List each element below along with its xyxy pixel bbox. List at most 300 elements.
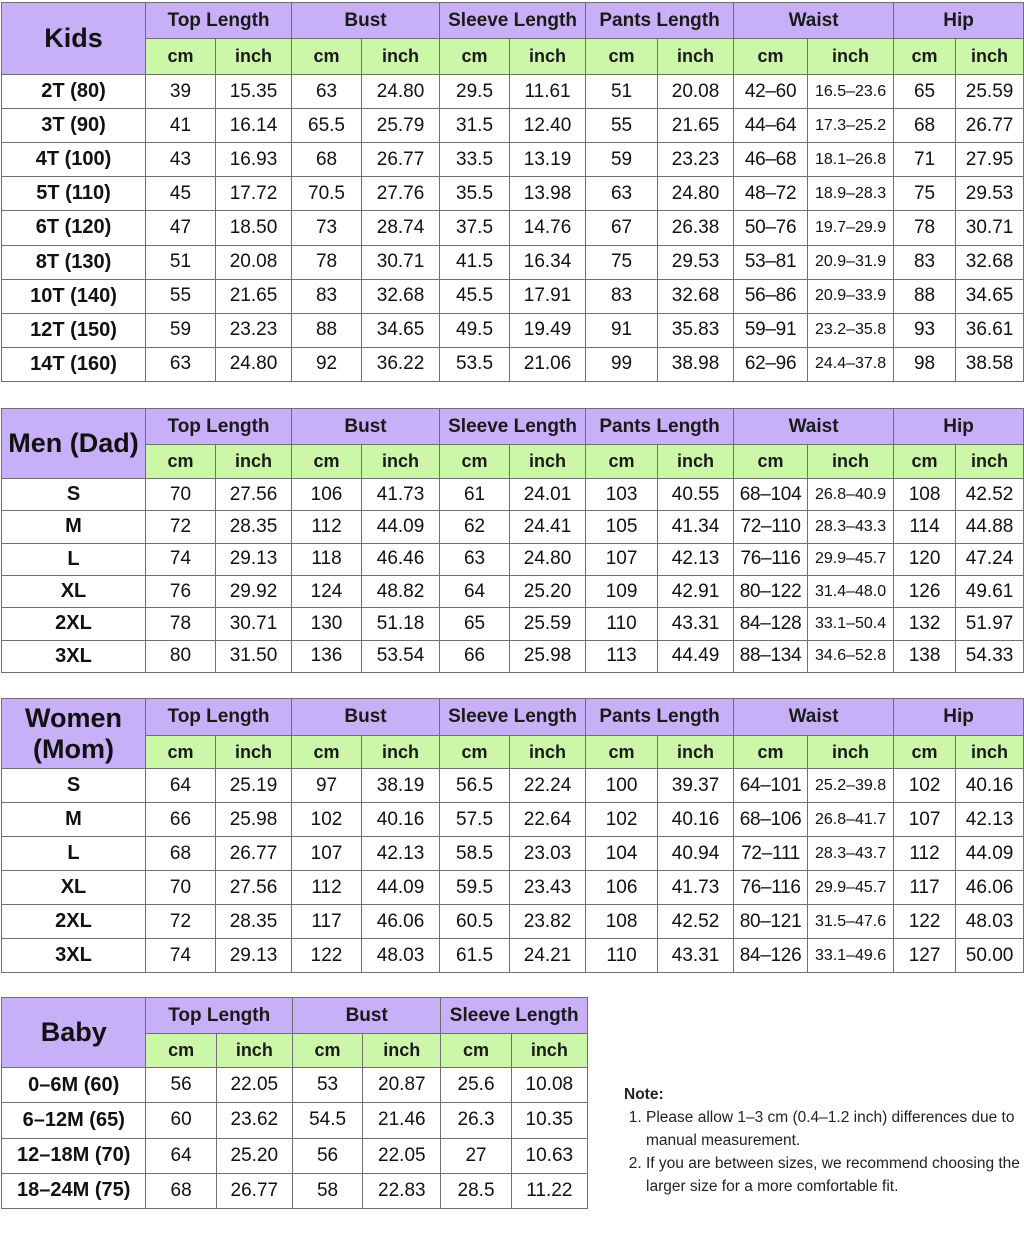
measurement-cell: 23.43: [510, 871, 586, 905]
measurement-cell: 72–110: [734, 511, 808, 543]
table-row: [2, 177, 1024, 211]
column-group-header: Bust: [292, 699, 440, 736]
measurement-cell: 29.13: [216, 543, 292, 575]
unit-header: inch: [362, 445, 440, 479]
note-box: [624, 1083, 1022, 1198]
measurement-cell: 93: [894, 313, 956, 347]
measurement-cell: 38.19: [362, 769, 440, 803]
measurement-cell: 60: [146, 1103, 216, 1138]
unit-header: cm: [440, 445, 510, 479]
measurement-cell: 25.6: [441, 1068, 511, 1103]
unit-header: inch: [362, 39, 440, 75]
column-group-header: Bust: [292, 3, 440, 39]
measurement-cell: 44.09: [956, 837, 1024, 871]
measurement-cell: 56: [146, 1068, 216, 1103]
measurement-cell: 30.71: [216, 608, 292, 640]
measurement-cell: 42.13: [362, 837, 440, 871]
measurement-cell: 124: [292, 575, 362, 607]
measurement-cell: 78: [894, 211, 956, 245]
column-group-header: Top Length: [146, 409, 292, 445]
measurement-cell: 44–64: [734, 109, 808, 143]
unit-header: cm: [146, 1034, 216, 1068]
measurement-cell: 26.77: [362, 143, 440, 177]
measurement-cell: 21.46: [363, 1103, 441, 1138]
unit-header: cm: [441, 1034, 511, 1068]
measurement-cell: 50–76: [734, 211, 808, 245]
measurement-cell: 83: [292, 279, 362, 313]
measurement-cell: 88–134: [734, 640, 808, 672]
measurement-cell: 36.22: [362, 347, 440, 381]
table-row: [2, 543, 1024, 575]
column-group-header: Top Length: [146, 998, 292, 1034]
measurement-cell: 114: [894, 511, 956, 543]
measurement-cell: 42.52: [956, 479, 1024, 511]
measurement-cell: 21.65: [658, 109, 734, 143]
table-row: [2, 871, 1024, 905]
measurement-cell: 29.53: [658, 245, 734, 279]
measurement-cell: 91: [586, 313, 658, 347]
measurement-cell: 28.35: [216, 905, 292, 939]
measurement-cell: 49.61: [956, 575, 1024, 607]
measurement-cell: 47: [146, 211, 216, 245]
size-label: 18–24M (75): [2, 1173, 146, 1208]
table-row: [2, 608, 1024, 640]
measurement-cell: 68: [292, 143, 362, 177]
measurement-cell: 23.23: [658, 143, 734, 177]
note-title: Note:: [624, 1086, 664, 1103]
measurement-cell: 40.16: [658, 803, 734, 837]
unit-header: inch: [511, 1034, 587, 1068]
table-row: [2, 109, 1024, 143]
measurement-cell: 23.23: [216, 313, 292, 347]
size-label: 0–6M (60): [2, 1068, 146, 1103]
measurement-cell: 29.9–45.7: [808, 543, 894, 575]
measurement-cell: 28.74: [362, 211, 440, 245]
unit-header: cm: [586, 445, 658, 479]
table-row: [2, 143, 1024, 177]
measurement-cell: 130: [292, 608, 362, 640]
measurement-cell: 26.77: [956, 109, 1024, 143]
column-group-header: Sleeve Length: [440, 409, 586, 445]
table-row: [2, 803, 1024, 837]
unit-header: inch: [510, 445, 586, 479]
measurement-cell: 34.65: [956, 279, 1024, 313]
measurement-cell: 45: [146, 177, 216, 211]
measurement-cell: 76–116: [734, 543, 808, 575]
measurement-cell: 88: [292, 313, 362, 347]
unit-header: inch: [510, 39, 586, 75]
measurement-cell: 74: [146, 939, 216, 973]
measurement-cell: 48.82: [362, 575, 440, 607]
measurement-cell: 25.20: [216, 1138, 292, 1173]
measurement-cell: 63: [586, 177, 658, 211]
measurement-cell: 74: [146, 543, 216, 575]
measurement-cell: 117: [894, 871, 956, 905]
measurement-cell: 71: [894, 143, 956, 177]
measurement-cell: 29.13: [216, 939, 292, 973]
measurement-cell: 41.34: [658, 511, 734, 543]
measurement-cell: 26.8–41.7: [808, 803, 894, 837]
measurement-cell: 51: [146, 245, 216, 279]
measurement-cell: 14.76: [510, 211, 586, 245]
measurement-cell: 78: [292, 245, 362, 279]
column-group-header: Pants Length: [586, 3, 734, 39]
measurement-cell: 27.56: [216, 871, 292, 905]
measurement-cell: 55: [146, 279, 216, 313]
measurement-cell: 75: [586, 245, 658, 279]
measurement-cell: 23.03: [510, 837, 586, 871]
measurement-cell: 22.24: [510, 769, 586, 803]
measurement-cell: 105: [586, 511, 658, 543]
table-row: [2, 75, 1024, 109]
measurement-cell: 64: [440, 575, 510, 607]
measurement-cell: 102: [894, 769, 956, 803]
measurement-cell: 48.03: [956, 905, 1024, 939]
measurement-cell: 70: [146, 871, 216, 905]
measurement-cell: 26.77: [216, 837, 292, 871]
measurement-cell: 76–116: [734, 871, 808, 905]
measurement-cell: 59: [146, 313, 216, 347]
measurement-cell: 40.16: [362, 803, 440, 837]
measurement-cell: 42.52: [658, 905, 734, 939]
measurement-cell: 32.68: [362, 279, 440, 313]
table-row: [2, 347, 1024, 381]
column-group-header: Waist: [734, 699, 894, 736]
measurement-cell: 92: [292, 347, 362, 381]
measurement-cell: 63: [440, 543, 510, 575]
measurement-cell: 120: [894, 543, 956, 575]
size-label: 2XL: [2, 905, 146, 939]
table-row: [2, 640, 1024, 672]
measurement-cell: 28.5: [441, 1173, 511, 1208]
measurement-cell: 24.21: [510, 939, 586, 973]
table-row: [2, 1103, 588, 1138]
measurement-cell: 21.06: [510, 347, 586, 381]
measurement-cell: 32.68: [658, 279, 734, 313]
size-label: S: [2, 479, 146, 511]
measurement-cell: 28.3–43.7: [808, 837, 894, 871]
measurement-cell: 46.06: [362, 905, 440, 939]
measurement-cell: 46–68: [734, 143, 808, 177]
measurement-cell: 27.56: [216, 479, 292, 511]
measurement-cell: 67: [586, 211, 658, 245]
measurement-cell: 15.35: [216, 75, 292, 109]
table-row: [2, 479, 1024, 511]
measurement-cell: 17.91: [510, 279, 586, 313]
measurement-cell: 61.5: [440, 939, 510, 973]
measurement-cell: 23.82: [510, 905, 586, 939]
measurement-cell: 29.9–45.7: [808, 871, 894, 905]
measurement-cell: 31.5–47.6: [808, 905, 894, 939]
measurement-cell: 25.79: [362, 109, 440, 143]
unit-header: cm: [146, 445, 216, 479]
unit-header: inch: [216, 1034, 292, 1068]
unit-header: cm: [146, 736, 216, 769]
unit-header: cm: [292, 736, 362, 769]
measurement-cell: 61: [440, 479, 510, 511]
measurement-cell: 68–104: [734, 479, 808, 511]
measurement-cell: 34.65: [362, 313, 440, 347]
measurement-cell: 72–111: [734, 837, 808, 871]
table-row: [2, 575, 1024, 607]
measurement-cell: 112: [292, 871, 362, 905]
measurement-cell: 113: [586, 640, 658, 672]
measurement-cell: 65: [894, 75, 956, 109]
measurement-cell: 73: [292, 211, 362, 245]
measurement-cell: 127: [894, 939, 956, 973]
measurement-cell: 53–81: [734, 245, 808, 279]
measurement-cell: 103: [586, 479, 658, 511]
measurement-cell: 57.5: [440, 803, 510, 837]
size-label: 14T (160): [2, 347, 146, 381]
measurement-cell: 47.24: [956, 543, 1024, 575]
size-label: 8T (130): [2, 245, 146, 279]
measurement-cell: 65.5: [292, 109, 362, 143]
measurement-cell: 72: [146, 905, 216, 939]
measurement-cell: 16.34: [510, 245, 586, 279]
size-label: M: [2, 511, 146, 543]
note-list: [624, 1106, 1022, 1198]
measurement-cell: 68: [146, 837, 216, 871]
measurement-cell: 65: [440, 608, 510, 640]
measurement-cell: 64–101: [734, 769, 808, 803]
measurement-cell: 31.5: [440, 109, 510, 143]
measurement-cell: 10.63: [511, 1138, 587, 1173]
measurement-cell: 44.09: [362, 871, 440, 905]
measurement-cell: 40.55: [658, 479, 734, 511]
size-label: 12–18M (70): [2, 1138, 146, 1173]
measurement-cell: 64: [146, 769, 216, 803]
measurement-cell: 64: [146, 1138, 216, 1173]
column-group-header: Hip: [894, 3, 1024, 39]
measurement-cell: 20.9–31.9: [808, 245, 894, 279]
size-label: XL: [2, 575, 146, 607]
measurement-cell: 34.6–52.8: [808, 640, 894, 672]
column-group-header: Pants Length: [586, 699, 734, 736]
measurement-cell: 27: [441, 1138, 511, 1173]
size-label: 6T (120): [2, 211, 146, 245]
table-row: [2, 769, 1024, 803]
measurement-cell: 39: [146, 75, 216, 109]
unit-header: cm: [734, 736, 808, 769]
table-row: [2, 1068, 588, 1103]
measurement-cell: 68: [146, 1173, 216, 1208]
measurement-cell: 42–60: [734, 75, 808, 109]
measurement-cell: 59: [586, 143, 658, 177]
unit-header: cm: [734, 445, 808, 479]
column-group-header: Hip: [894, 699, 1024, 736]
size-label: 5T (110): [2, 177, 146, 211]
column-group-header: Hip: [894, 409, 1024, 445]
measurement-cell: 136: [292, 640, 362, 672]
measurement-cell: 23.2–35.8: [808, 313, 894, 347]
unit-header: inch: [808, 445, 894, 479]
women-size-table: [1, 698, 1024, 973]
unit-header: inch: [956, 445, 1024, 479]
measurement-cell: 46.46: [362, 543, 440, 575]
measurement-cell: 17.3–25.2: [808, 109, 894, 143]
measurement-cell: 106: [586, 871, 658, 905]
column-group-header: Bust: [292, 409, 440, 445]
measurement-cell: 25.98: [216, 803, 292, 837]
measurement-cell: 84–126: [734, 939, 808, 973]
unit-header: inch: [658, 736, 734, 769]
measurement-cell: 24.41: [510, 511, 586, 543]
measurement-cell: 27.95: [956, 143, 1024, 177]
measurement-cell: 24.01: [510, 479, 586, 511]
column-group-header: Sleeve Length: [440, 699, 586, 736]
measurement-cell: 37.5: [440, 211, 510, 245]
unit-header: cm: [586, 736, 658, 769]
measurement-cell: 25.98: [510, 640, 586, 672]
table-row: [2, 1173, 588, 1208]
measurement-cell: 107: [894, 803, 956, 837]
measurement-cell: 40.16: [956, 769, 1024, 803]
measurement-cell: 19.49: [510, 313, 586, 347]
table-row: [2, 313, 1024, 347]
measurement-cell: 10.35: [511, 1103, 587, 1138]
measurement-cell: 76: [146, 575, 216, 607]
unit-header: cm: [586, 39, 658, 75]
measurement-cell: 41: [146, 109, 216, 143]
measurement-cell: 46.06: [956, 871, 1024, 905]
measurement-cell: 70.5: [292, 177, 362, 211]
measurement-cell: 126: [894, 575, 956, 607]
measurement-cell: 44.88: [956, 511, 1024, 543]
measurement-cell: 122: [894, 905, 956, 939]
column-group-header: Pants Length: [586, 409, 734, 445]
measurement-cell: 24.4–37.8: [808, 347, 894, 381]
measurement-cell: 83: [586, 279, 658, 313]
measurement-cell: 66: [440, 640, 510, 672]
measurement-cell: 56.5: [440, 769, 510, 803]
size-label: S: [2, 769, 146, 803]
measurement-cell: 13.19: [510, 143, 586, 177]
unit-header: cm: [894, 39, 956, 75]
table-row: [2, 1138, 588, 1173]
measurement-cell: 36.61: [956, 313, 1024, 347]
measurement-cell: 44.49: [658, 640, 734, 672]
measurement-cell: 38.58: [956, 347, 1024, 381]
measurement-cell: 62: [440, 511, 510, 543]
measurement-cell: 27.76: [362, 177, 440, 211]
measurement-cell: 32.68: [956, 245, 1024, 279]
measurement-cell: 68–106: [734, 803, 808, 837]
measurement-cell: 24.80: [510, 543, 586, 575]
unit-header: cm: [734, 39, 808, 75]
measurement-cell: 99: [586, 347, 658, 381]
table-row: [2, 939, 1024, 973]
measurement-cell: 83: [894, 245, 956, 279]
unit-header: inch: [510, 736, 586, 769]
size-label: 2T (80): [2, 75, 146, 109]
measurement-cell: 31.50: [216, 640, 292, 672]
measurement-cell: 70: [146, 479, 216, 511]
measurement-cell: 33.1–49.6: [808, 939, 894, 973]
unit-header: inch: [216, 445, 292, 479]
measurement-cell: 56–86: [734, 279, 808, 313]
measurement-cell: 21.65: [216, 279, 292, 313]
measurement-cell: 41.73: [362, 479, 440, 511]
size-label: XL: [2, 871, 146, 905]
men-size-table: [1, 408, 1024, 673]
column-group-header: Waist: [734, 409, 894, 445]
unit-header: inch: [362, 736, 440, 769]
measurement-cell: 110: [586, 608, 658, 640]
measurement-cell: 38.98: [658, 347, 734, 381]
measurement-cell: 33.1–50.4: [808, 608, 894, 640]
measurement-cell: 107: [292, 837, 362, 871]
measurement-cell: 72: [146, 511, 216, 543]
measurement-cell: 50.00: [956, 939, 1024, 973]
size-label: 12T (150): [2, 313, 146, 347]
size-label: L: [2, 837, 146, 871]
measurement-cell: 29.92: [216, 575, 292, 607]
measurement-cell: 10.08: [511, 1068, 587, 1103]
measurement-cell: 107: [586, 543, 658, 575]
measurement-cell: 118: [292, 543, 362, 575]
unit-header: inch: [956, 736, 1024, 769]
measurement-cell: 43: [146, 143, 216, 177]
measurement-cell: 97: [292, 769, 362, 803]
measurement-cell: 59.5: [440, 871, 510, 905]
measurement-cell: 25.59: [956, 75, 1024, 109]
measurement-cell: 75: [894, 177, 956, 211]
column-group-header: Sleeve Length: [440, 3, 586, 39]
measurement-cell: 24.80: [216, 347, 292, 381]
size-label: 4T (100): [2, 143, 146, 177]
measurement-cell: 51.18: [362, 608, 440, 640]
measurement-cell: 58.5: [440, 837, 510, 871]
measurement-cell: 11.61: [510, 75, 586, 109]
measurement-cell: 53: [292, 1068, 362, 1103]
unit-header: inch: [956, 39, 1024, 75]
measurement-cell: 42.13: [956, 803, 1024, 837]
table-row: [2, 211, 1024, 245]
measurement-cell: 78: [146, 608, 216, 640]
table-row: [2, 279, 1024, 313]
table-title: Kids: [2, 3, 146, 75]
measurement-cell: 28.3–43.3: [808, 511, 894, 543]
measurement-cell: 13.98: [510, 177, 586, 211]
column-group-header: Bust: [292, 998, 440, 1034]
table-row: [2, 511, 1024, 543]
measurement-cell: 41.73: [658, 871, 734, 905]
measurement-cell: 108: [586, 905, 658, 939]
measurement-cell: 20.9–33.9: [808, 279, 894, 313]
measurement-cell: 25.19: [216, 769, 292, 803]
note-item: 2. If you are between sizes, we recommend choosing the larger size for a more comfortable fit.: [646, 1152, 1022, 1198]
measurement-cell: 22.05: [363, 1138, 441, 1173]
measurement-cell: 30.71: [956, 211, 1024, 245]
measurement-cell: 68: [894, 109, 956, 143]
measurement-cell: 25.59: [510, 608, 586, 640]
unit-header: cm: [292, 1034, 362, 1068]
measurement-cell: 102: [292, 803, 362, 837]
measurement-cell: 22.83: [363, 1173, 441, 1208]
column-group-header: Top Length: [146, 699, 292, 736]
measurement-cell: 63: [146, 347, 216, 381]
measurement-cell: 31.4–48.0: [808, 575, 894, 607]
measurement-cell: 22.05: [216, 1068, 292, 1103]
measurement-cell: 88: [894, 279, 956, 313]
measurement-cell: 45.5: [440, 279, 510, 313]
measurement-cell: 20.87: [363, 1068, 441, 1103]
measurement-cell: 80: [146, 640, 216, 672]
measurement-cell: 28.35: [216, 511, 292, 543]
size-label: 6–12M (65): [2, 1103, 146, 1138]
measurement-cell: 33.5: [440, 143, 510, 177]
